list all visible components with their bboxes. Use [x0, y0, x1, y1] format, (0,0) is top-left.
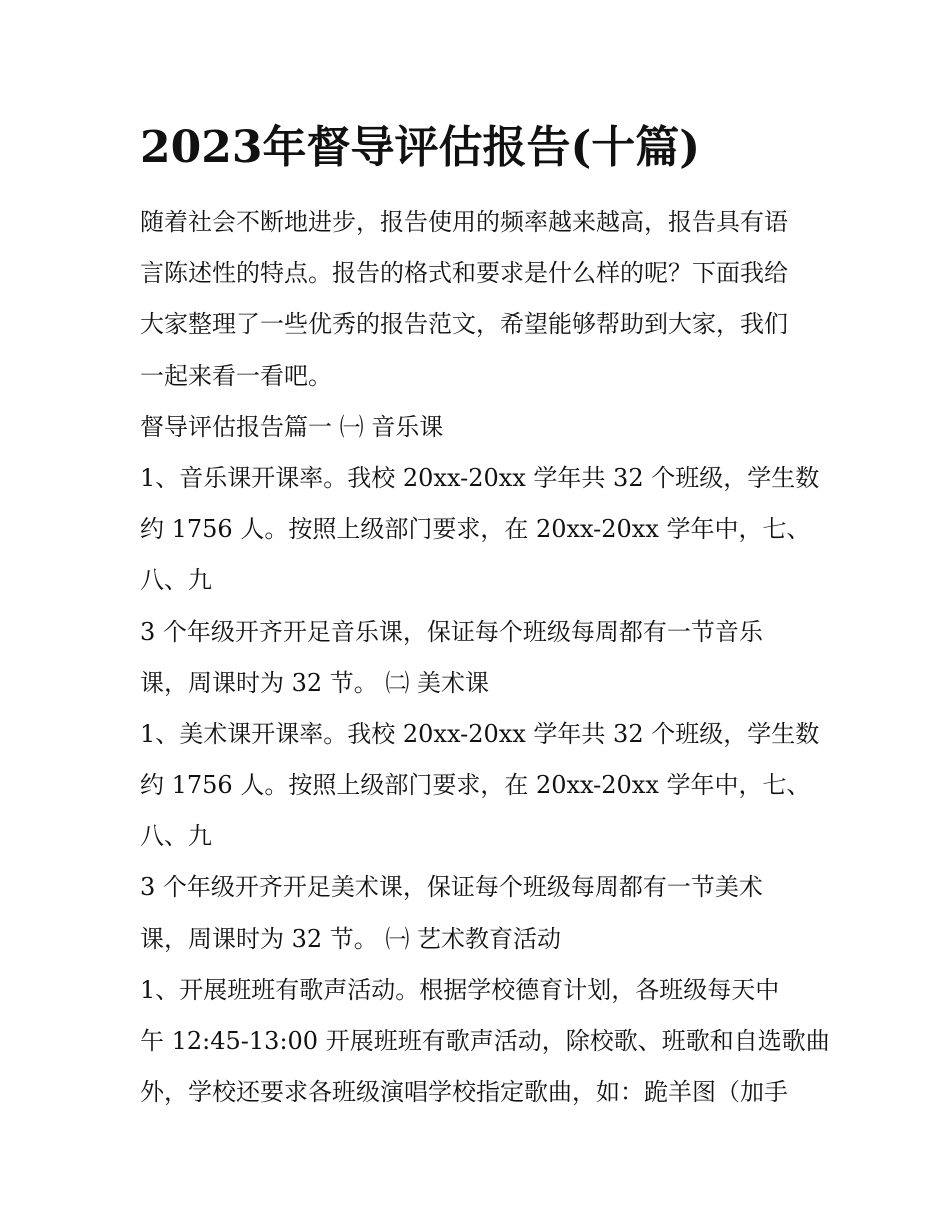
text-line: 外，学校还要求各班级演唱学校指定歌曲，如：跪羊图（加手 [140, 1078, 788, 1107]
document-title: 2023年督导评估报告(十篇) [140, 122, 701, 173]
text-line: 1、音乐课开课率。我校 20xx-20xx 学年共 32 个班级，学生数 [140, 463, 820, 492]
text-line: 一起来看一看吧。 [140, 361, 332, 390]
text-line: 1、美术课开课率。我校 20xx-20xx 学年共 32 个班级，学生数 [140, 719, 820, 748]
text-line: 约 1756 人。按照上级部门要求，在 20xx-20xx 学年中，七、 [140, 771, 811, 800]
text-line: 课，周课时为 32 节。 ㈠ 艺术教育活动 [140, 924, 562, 953]
text-line: 八、九 [140, 566, 212, 595]
section-heading: 督导评估报告篇一 ㈠ 音乐课 [140, 412, 444, 441]
text-line: 3 个年级开齐开足音乐课，保证每个班级每周都有一节音乐 [140, 617, 763, 646]
text-line: 随着社会不断地进步，报告使用的频率越来越高，报告具有语 [140, 208, 788, 236]
text-line: 1、开展班班有歌声活动。根据学校德育计划，各班级每天中 [140, 975, 780, 1004]
text-line: 大家整理了一些优秀的报告范文，希望能够帮助到大家，我们 [140, 310, 788, 339]
text-line: 言陈述性的特点。报告的格式和要求是什么样的呢？下面我给 [140, 259, 788, 288]
document-body [140, 197, 830, 1118]
text-line: 约 1756 人。按照上级部门要求，在 20xx-20xx 学年中，七、 [140, 515, 811, 544]
text-line: 3 个年级开齐开足美术课，保证每个班级每周都有一节美术 [140, 873, 763, 902]
text-line: 午 12:45-13:00 开展班班有歌声活动，除校歌、班歌和自选歌曲 [140, 1027, 830, 1055]
text-line: 课，周课时为 32 节。 ㈡ 美术课 [140, 668, 490, 697]
text-line: 八、九 [140, 822, 212, 851]
